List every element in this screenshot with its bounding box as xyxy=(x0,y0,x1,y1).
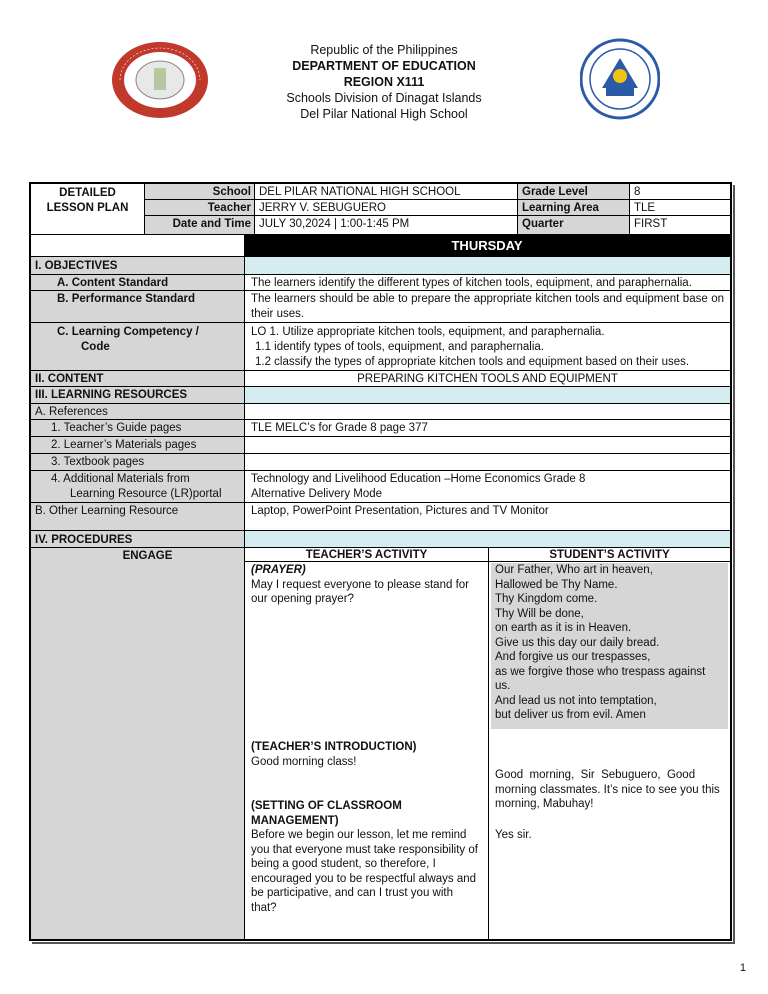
resources-heading: III. LEARNING RESOURCES xyxy=(31,387,244,403)
mgmt-student: Yes sir. xyxy=(495,829,532,841)
content-heading: II. CONTENT xyxy=(31,371,244,386)
procedures-heading: IV. PROCEDURES xyxy=(31,531,244,547)
competency-row xyxy=(31,322,730,370)
competency-label-1: C. Learning Competency / xyxy=(57,326,199,338)
prayer-line: us. xyxy=(495,680,511,692)
references-value xyxy=(244,404,730,419)
intro-block-student xyxy=(495,768,727,812)
competency-values xyxy=(244,323,730,370)
mgmt-line-1: Before we begin our lesson, let me remind xyxy=(251,829,467,841)
content-row xyxy=(31,370,730,386)
student-activity-col xyxy=(488,548,730,939)
info-values-right xyxy=(629,184,730,234)
mgmt-tag-1: (SETTING OF CLASSROOM xyxy=(251,800,402,812)
competency-item-1: 1.1 identify types of tools, equipment, and paraphernalia. xyxy=(255,341,544,353)
other-row xyxy=(31,502,730,530)
additional-value-2: Alternative Delivery Mode xyxy=(251,488,383,500)
content-standard-value: The learners identify the different types of kitchen tools, equipment, and paraphernalia. xyxy=(244,275,730,290)
date-label: Date and Time xyxy=(172,218,251,230)
other-label: B. Other Learning Resource xyxy=(31,503,244,530)
prayer-block-teacher xyxy=(251,563,483,607)
prayer-line: Thy Will be done, xyxy=(495,607,584,620)
content-value: PREPARING KITCHEN TOOLS AND EQUIPMENT xyxy=(244,371,730,386)
header-line3: REGION X111 xyxy=(343,75,425,89)
competency-item-2: 1.2 classify the types of appropriate kitchen tools and equipment based on their uses. xyxy=(255,356,690,368)
prayer-line: And forgive us our trespasses, xyxy=(495,651,651,663)
prayer-tag: (PRAYER) xyxy=(251,564,306,576)
prayer-line: but deliver us from evil. Amen xyxy=(495,709,646,721)
teacher-activity-col xyxy=(244,548,488,939)
objectives-fill xyxy=(244,257,730,274)
student-col-heading: STUDENT’S ACTIVITY xyxy=(489,548,730,562)
tb-value xyxy=(244,454,730,470)
engage-label: ENGAGE xyxy=(122,550,173,562)
info-labels xyxy=(144,184,254,234)
additional-value-1: Technology and Livelihood Education –Home Economics Grade 8 xyxy=(251,473,586,485)
lm-value xyxy=(244,437,730,453)
mgmt-line-2: you that everyone must take responsibility of xyxy=(251,843,478,856)
title-line1: DETAILED xyxy=(59,187,116,199)
prayer-line: Hallowed be Thy Name. xyxy=(495,578,618,591)
tb-row xyxy=(31,453,730,470)
school-label: School xyxy=(145,184,254,200)
additional-label-1: 4. Additional Materials from xyxy=(51,473,190,485)
header-line2: DEPARTMENT OF EDUCATION xyxy=(292,59,476,73)
mgmt-line-4: encouraged you to be respectful always and xyxy=(251,872,477,885)
header-line1: Republic of the Philippines xyxy=(310,43,458,57)
teacher-value: JERRY V. SEBUGUERO xyxy=(255,200,517,216)
competency-label xyxy=(31,323,244,370)
date-value: JULY 30,2024 | 1:00-1:45 PM xyxy=(259,218,410,230)
lm-row xyxy=(31,436,730,453)
info-block xyxy=(31,184,730,234)
objectives-heading: I. OBJECTIVES xyxy=(31,257,244,274)
procedures-row xyxy=(31,530,730,547)
grade-value: 8 xyxy=(630,184,730,200)
prayer-teacher-2: our opening prayer? xyxy=(251,593,354,605)
tg-value: TLE MELC’s for Grade 8 page 377 xyxy=(244,420,730,436)
additional-value xyxy=(244,471,730,502)
performance-standard-row xyxy=(31,290,730,322)
procedures-fill xyxy=(244,531,730,547)
objectives-row xyxy=(31,256,730,274)
resources-row xyxy=(31,386,730,403)
school-seal-icon xyxy=(110,40,210,120)
competency-label-2: Code xyxy=(81,341,110,353)
quarter-label: Quarter xyxy=(522,218,564,230)
school-value: DEL PILAR NATIONAL HIGH SCHOOL xyxy=(255,184,517,200)
prayer-line: as we forgive those who trespass against xyxy=(495,665,706,678)
prayer-line: Our Father, Who art in heaven, xyxy=(495,564,653,576)
tg-row xyxy=(31,419,730,436)
teacher-label: Teacher xyxy=(145,200,254,216)
references-row xyxy=(31,403,730,419)
deped-seal-icon xyxy=(580,38,660,120)
title-line2: LESSON PLAN xyxy=(46,202,129,214)
header-text xyxy=(200,42,568,122)
prayer-line: And lead us not into temptation, xyxy=(495,694,657,707)
tb-label: 3. Textbook pages xyxy=(31,454,244,470)
intro-student-3: morning, Mabuhay! xyxy=(495,798,594,810)
prayer-teacher-1: May I request everyone to please stand for xyxy=(251,578,469,591)
lm-label: 2. Learner’s Materials pages xyxy=(31,437,244,453)
document-header xyxy=(0,38,768,138)
day-banner: THURSDAY xyxy=(244,235,730,256)
prayer-block-student xyxy=(491,563,728,729)
content-standard-row xyxy=(31,274,730,290)
intro-block-teacher xyxy=(251,740,483,769)
additional-row xyxy=(31,470,730,502)
tg-label: 1. Teacher’s Guide pages xyxy=(31,420,244,436)
mgmt-block-student xyxy=(495,828,727,843)
lesson-plan-table xyxy=(29,182,732,941)
teacher-col-heading: TEACHER’S ACTIVITY xyxy=(245,548,488,562)
mgmt-block-teacher xyxy=(251,799,483,915)
mgmt-line-6: that? xyxy=(251,901,277,914)
intro-tag: (TEACHER’S INTRODUCTION) xyxy=(251,741,417,753)
page-number: 1 xyxy=(739,962,746,974)
header-line4: Schools Division of Dinagat Islands xyxy=(286,91,482,105)
additional-label-2: Learning Resource (LR)portal xyxy=(70,488,222,500)
mgmt-line-3: being a good student, so therefore, I xyxy=(251,858,436,870)
mgmt-line-5: be participative, and can I trust you with xyxy=(251,887,453,899)
intro-student-1: Good morning, Sir Sebuguero, Good xyxy=(495,769,696,781)
prayer-line: Give us this day our daily bread. xyxy=(495,636,660,649)
competency-lo: LO 1. Utilize appropriate kitchen tools, equipment, and paraphernalia. xyxy=(251,326,605,338)
mgmt-tag-2: MANAGEMENT) xyxy=(251,814,339,827)
header-line5: Del Pilar National High School xyxy=(300,107,468,121)
area-value: TLE xyxy=(630,200,730,216)
engage-row xyxy=(31,547,730,939)
grade-label: Grade Level xyxy=(518,184,629,200)
day-row xyxy=(31,234,730,256)
title-cell xyxy=(31,184,144,234)
info-labels-right xyxy=(517,184,629,234)
prayer-line: Thy Kingdom come. xyxy=(495,593,598,605)
resources-fill xyxy=(244,387,730,403)
other-value: Laptop, PowerPoint Presentation, Pictures and TV Monitor xyxy=(244,503,730,530)
additional-label xyxy=(31,471,244,502)
area-label: Learning Area xyxy=(518,200,629,216)
content-standard-label: A. Content Standard xyxy=(31,275,244,290)
engage-cell xyxy=(31,548,244,939)
intro-student-2: morning classmates. It’s nice to see you this xyxy=(495,783,720,796)
prayer-line: on earth as it is in Heaven. xyxy=(495,622,632,634)
performance-standard-label: B. Performance Standard xyxy=(31,291,244,322)
quarter-value: FIRST xyxy=(634,218,668,230)
performance-standard-value: The learners should be able to prepare the appropriate kitchen tools and equipment base on their uses. xyxy=(244,291,730,322)
info-values xyxy=(254,184,517,234)
references-label: A. References xyxy=(31,404,244,419)
intro-teacher: Good morning class! xyxy=(251,755,357,768)
